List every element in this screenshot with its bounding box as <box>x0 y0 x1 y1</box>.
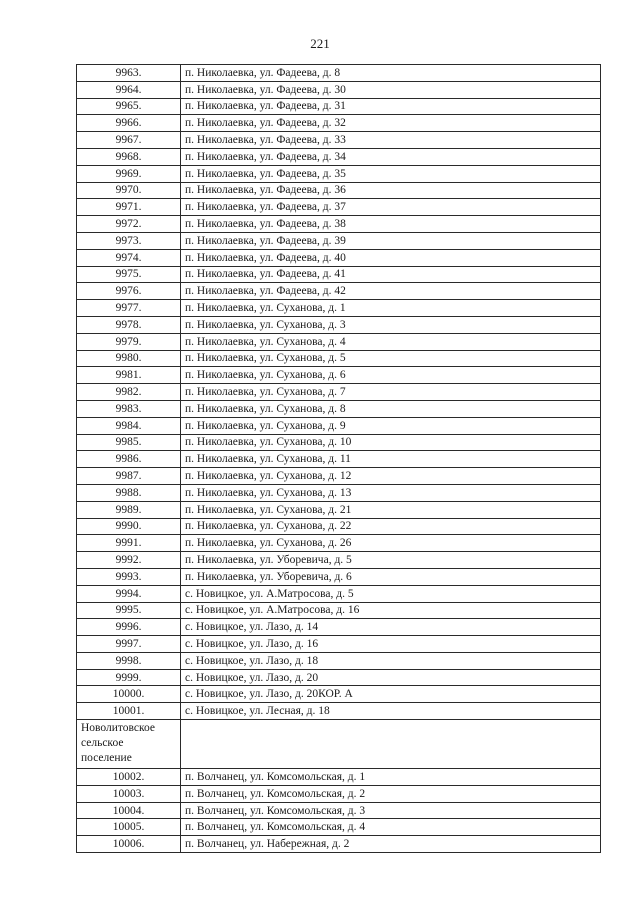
address-cell: с. Новицкое, ул. Лазо, д. 18 <box>181 652 601 669</box>
table-row <box>77 249 601 266</box>
section-empty-cell <box>181 720 601 769</box>
address-cell: п. Николаевка, ул. Фадеева, д. 33 <box>181 132 601 149</box>
address-cell: п. Николаевка, ул. Фадеева, д. 39 <box>181 232 601 249</box>
table-row <box>77 316 601 333</box>
table-row <box>77 182 601 199</box>
table-row <box>77 836 601 853</box>
row-number-cell: 9985. <box>77 434 181 451</box>
row-number-cell: 9992. <box>77 552 181 569</box>
table-row <box>77 384 601 401</box>
address-cell: п. Николаевка, ул. Суханова, д. 13 <box>181 484 601 501</box>
row-number-cell: 9964. <box>77 81 181 98</box>
table-row <box>77 585 601 602</box>
table-row <box>77 400 601 417</box>
table-row <box>77 65 601 82</box>
row-number-cell: 10001. <box>77 703 181 720</box>
table-row <box>77 518 601 535</box>
row-number-cell: 9980. <box>77 350 181 367</box>
table-row <box>77 283 601 300</box>
address-cell: п. Николаевка, ул. Фадеева, д. 8 <box>181 65 601 82</box>
row-number-cell: 9970. <box>77 182 181 199</box>
table-row <box>77 199 601 216</box>
row-number-cell: 9991. <box>77 535 181 552</box>
row-number-cell: 10004. <box>77 802 181 819</box>
address-cell: п. Волчанец, ул. Комсомольская, д. 2 <box>181 785 601 802</box>
table-row <box>77 417 601 434</box>
address-cell: п. Николаевка, ул. Уборевича, д. 6 <box>181 568 601 585</box>
address-cell: п. Николаевка, ул. Суханова, д. 1 <box>181 300 601 317</box>
address-cell: с. Новицкое, ул. Лазо, д. 20КОР. А <box>181 686 601 703</box>
address-cell: п. Волчанец, ул. Комсомольская, д. 1 <box>181 769 601 786</box>
table-row <box>77 619 601 636</box>
table-row <box>77 568 601 585</box>
table-row <box>77 300 601 317</box>
row-number-cell: 10005. <box>77 819 181 836</box>
address-cell: п. Николаевка, ул. Фадеева, д. 42 <box>181 283 601 300</box>
table-row <box>77 216 601 233</box>
table-row <box>77 819 601 836</box>
table-row <box>77 333 601 350</box>
address-cell: п. Николаевка, ул. Фадеева, д. 35 <box>181 165 601 182</box>
row-number-cell: 9972. <box>77 216 181 233</box>
table-row <box>77 652 601 669</box>
address-cell: п. Николаевка, ул. Суханова, д. 7 <box>181 384 601 401</box>
row-number-cell: 9995. <box>77 602 181 619</box>
table-row <box>77 350 601 367</box>
row-number-cell: 9987. <box>77 468 181 485</box>
address-cell: п. Николаевка, ул. Фадеева, д. 38 <box>181 216 601 233</box>
address-cell: п. Николаевка, ул. Фадеева, д. 40 <box>181 249 601 266</box>
page-number: 221 <box>310 36 330 51</box>
address-table <box>76 64 601 853</box>
table-row <box>77 769 601 786</box>
address-cell: п. Николаевка, ул. Фадеева, д. 34 <box>181 148 601 165</box>
section-name-line-3: поселение <box>81 752 132 765</box>
row-number-cell: 9975. <box>77 266 181 283</box>
table-row <box>77 451 601 468</box>
table-row <box>77 602 601 619</box>
address-cell: п. Николаевка, ул. Суханова, д. 22 <box>181 518 601 535</box>
table-row <box>77 367 601 384</box>
section-name-line-1: Новолитовское <box>81 722 155 735</box>
row-number-cell: 9981. <box>77 367 181 384</box>
row-number-cell: 10000. <box>77 686 181 703</box>
table-row <box>77 148 601 165</box>
rows-after-section <box>77 769 601 853</box>
section-name-line-2: сельское <box>81 737 124 750</box>
row-number-cell: 9963. <box>77 65 181 82</box>
address-cell: с. Новицкое, ул. А.Матросова, д. 5 <box>181 585 601 602</box>
row-number-cell: 9971. <box>77 199 181 216</box>
rows-before-section <box>77 65 601 720</box>
table-row <box>77 468 601 485</box>
row-number-cell: 9993. <box>77 568 181 585</box>
row-number-cell: 9966. <box>77 115 181 132</box>
row-number-cell: 9990. <box>77 518 181 535</box>
address-cell: п. Николаевка, ул. Суханова, д. 4 <box>181 333 601 350</box>
row-number-cell: 9973. <box>77 232 181 249</box>
row-number-cell: 9989. <box>77 501 181 518</box>
address-cell: п. Николаевка, ул. Фадеева, д. 31 <box>181 98 601 115</box>
row-number-cell: 10002. <box>77 769 181 786</box>
address-cell: п. Николаевка, ул. Суханова, д. 10 <box>181 434 601 451</box>
address-cell: п. Николаевка, ул. Суханова, д. 9 <box>181 417 601 434</box>
row-number-cell: 9982. <box>77 384 181 401</box>
address-cell: п. Николаевка, ул. Фадеева, д. 41 <box>181 266 601 283</box>
section-name-cell <box>77 720 181 769</box>
address-cell: п. Николаевка, ул. Уборевича, д. 5 <box>181 552 601 569</box>
table-row <box>77 686 601 703</box>
row-number-cell: 9976. <box>77 283 181 300</box>
address-cell: п. Волчанец, ул. Комсомольская, д. 4 <box>181 819 601 836</box>
address-cell: п. Волчанец, ул. Набережная, д. 2 <box>181 836 601 853</box>
row-number-cell: 9979. <box>77 333 181 350</box>
address-cell: п. Николаевка, ул. Фадеева, д. 36 <box>181 182 601 199</box>
row-number-cell: 9983. <box>77 400 181 417</box>
address-cell: п. Волчанец, ул. Комсомольская, д. 3 <box>181 802 601 819</box>
table-row <box>77 484 601 501</box>
row-number-cell: 10003. <box>77 785 181 802</box>
address-cell: п. Николаевка, ул. Суханова, д. 8 <box>181 400 601 417</box>
address-cell: п. Николаевка, ул. Фадеева, д. 30 <box>181 81 601 98</box>
table-row <box>77 98 601 115</box>
table-row <box>77 802 601 819</box>
address-cell: п. Николаевка, ул. Суханова, д. 21 <box>181 501 601 518</box>
address-cell: п. Николаевка, ул. Суханова, д. 26 <box>181 535 601 552</box>
table-row <box>77 501 601 518</box>
section-row <box>77 720 601 769</box>
row-number-cell: 9968. <box>77 148 181 165</box>
address-cell: с. Новицкое, ул. Лесная, д. 18 <box>181 703 601 720</box>
address-cell: п. Николаевка, ул. Фадеева, д. 37 <box>181 199 601 216</box>
row-number-cell: 9997. <box>77 636 181 653</box>
table-row <box>77 132 601 149</box>
row-number-cell: 9988. <box>77 484 181 501</box>
address-cell: с. Новицкое, ул. Лазо, д. 20 <box>181 669 601 686</box>
row-number-cell: 9977. <box>77 300 181 317</box>
table-row <box>77 669 601 686</box>
table-row <box>77 115 601 132</box>
address-cell: с. Новицкое, ул. Лазо, д. 16 <box>181 636 601 653</box>
row-number-cell: 9978. <box>77 316 181 333</box>
row-number-cell: 9996. <box>77 619 181 636</box>
row-number-cell: 9998. <box>77 652 181 669</box>
address-cell: п. Николаевка, ул. Суханова, д. 5 <box>181 350 601 367</box>
table-row <box>77 785 601 802</box>
section-block <box>77 720 601 769</box>
row-number-cell: 9986. <box>77 451 181 468</box>
row-number-cell: 9974. <box>77 249 181 266</box>
row-number-cell: 9984. <box>77 417 181 434</box>
table-row <box>77 552 601 569</box>
address-cell: п. Николаевка, ул. Суханова, д. 6 <box>181 367 601 384</box>
address-cell: с. Новицкое, ул. Лазо, д. 14 <box>181 619 601 636</box>
address-cell: п. Николаевка, ул. Фадеева, д. 32 <box>181 115 601 132</box>
row-number-cell: 9994. <box>77 585 181 602</box>
table-row <box>77 165 601 182</box>
row-number-cell: 10006. <box>77 836 181 853</box>
row-number-cell: 9965. <box>77 98 181 115</box>
table-row <box>77 266 601 283</box>
table-row <box>77 81 601 98</box>
table-row <box>77 232 601 249</box>
row-number-cell: 9969. <box>77 165 181 182</box>
address-cell: с. Новицкое, ул. А.Матросова, д. 16 <box>181 602 601 619</box>
row-number-cell: 9999. <box>77 669 181 686</box>
table-row <box>77 434 601 451</box>
table-row <box>77 636 601 653</box>
row-number-cell: 9967. <box>77 132 181 149</box>
table-row <box>77 535 601 552</box>
address-cell: п. Николаевка, ул. Суханова, д. 3 <box>181 316 601 333</box>
address-cell: п. Николаевка, ул. Суханова, д. 12 <box>181 468 601 485</box>
table-row <box>77 703 601 720</box>
address-cell: п. Николаевка, ул. Суханова, д. 11 <box>181 451 601 468</box>
